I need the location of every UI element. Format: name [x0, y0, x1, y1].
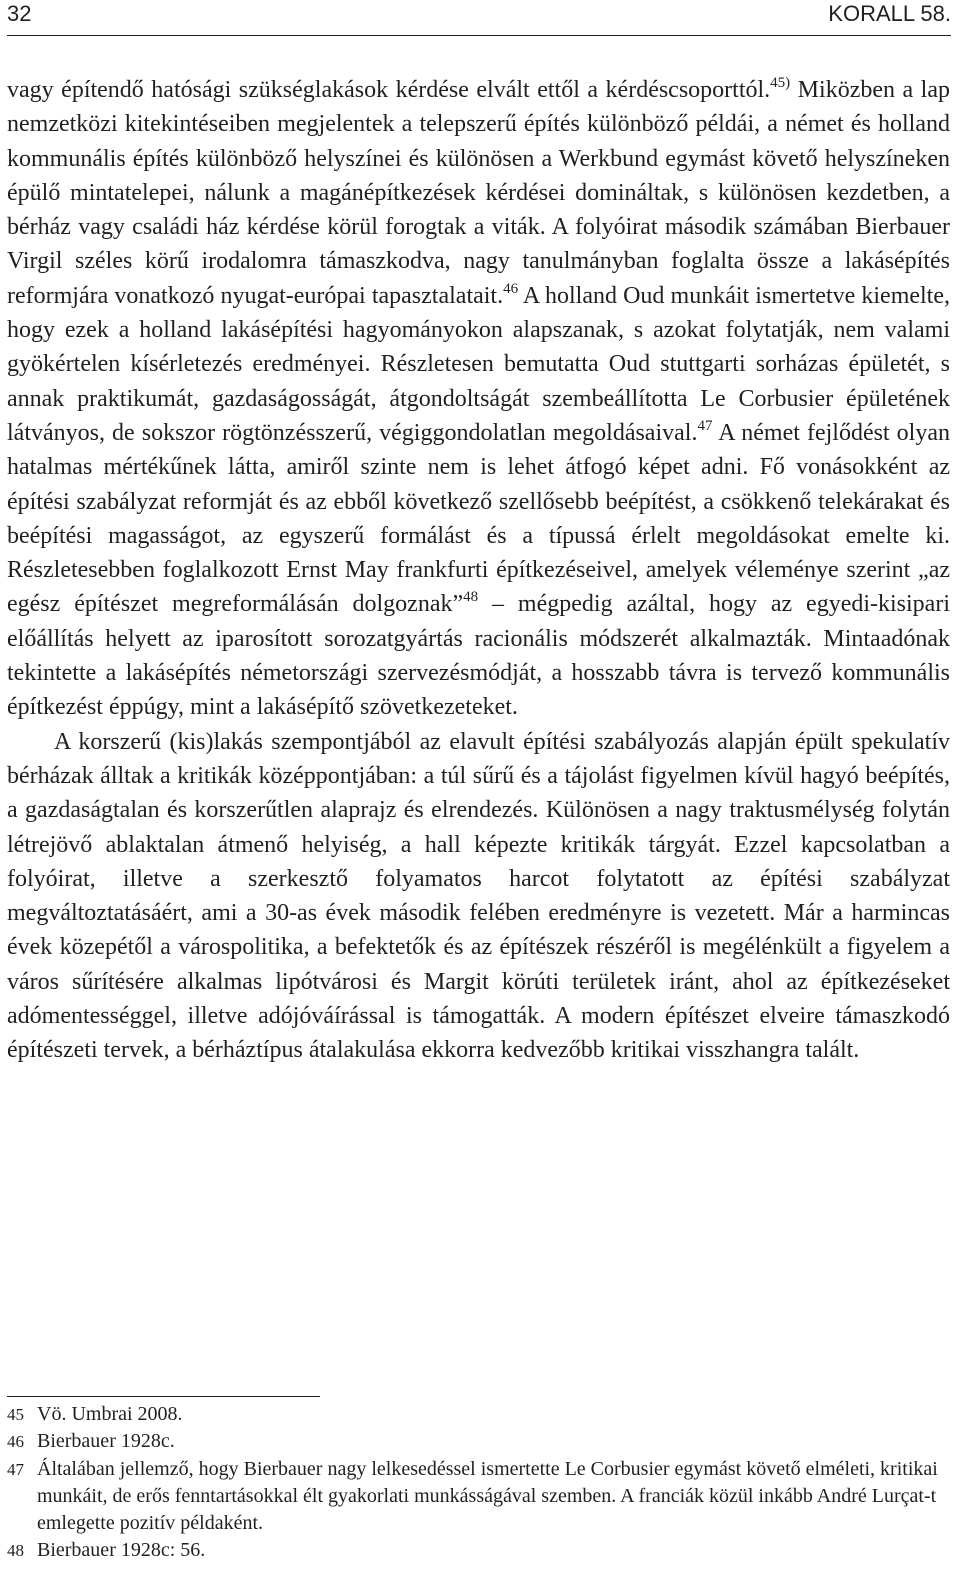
footnote-number: 46 [7, 1432, 24, 1452]
footnote [7, 1428, 950, 1455]
paragraph-text: A német fejlődést olyan hatalmas mértékűnek látta, amiről szinte nem is lehet átfogó képet adni. Fő vonásokként az építési szabályzat reformját és az ebből következő szellősebb beépítést, a csökkenő telekárakat és beépítési magasságot, az egyszerű formálást és a típussá érlelt megoldásokat emelte ki. Részletesebben foglalkozott Ernst May frankfurti építkezéseivel, amelyek véleménye szerint „az egész építészet megreformálásán dolgoznak” [7, 419, 950, 618]
footnote-text: Általában jellemző, hogy Bierbauer nagy lelkesedéssel ismertette Le Corbusier egymást követő elméleti, kritikai munkáit, de erős fenntartásokkal élt gyakorlati munkásságával szemben. A franciák közül inkább André Lurçat-t emlegette pozitív példaként. [37, 1457, 938, 1535]
body-paragraph [7, 725, 950, 1068]
footnote-ref: 48 [463, 589, 479, 606]
paragraph-text: Miközben a lap nemzetközi kitekintéseiben megjelentek a telepszerű építés különböző példái, a német és holland kommunális építés különböző helyszínei és különösen a Werkbund egymást követő helyszíneken épülő mintatelepei, nálunk a magánépítkezések kérdései domináltak, s különösen kezdetben, a bérház vagy családi ház kérdése körül forogtak a viták. A folyóirat második számában Bierbauer Virgil széles körű irodalomra támaszkodva, nagy tanulmányban foglalta össze a lakásépítés reformjára vonatkozó nyugat-európai tapasztalatait. [7, 77, 950, 309]
footnote-ref: 45) [770, 75, 791, 91]
footnote-ref: 46 [503, 280, 519, 297]
footnotes [7, 1401, 950, 1565]
body-text [7, 73, 950, 1068]
footnote-number: 45 [7, 1405, 24, 1424]
paragraph-text: vagy építendő hatósági szükséglakások kérdése elvált ettől a kérdéscsoporttól. [7, 77, 771, 103]
journal-title: KORALL 58. [828, 1, 951, 26]
footnote-number: 48 [7, 1541, 24, 1561]
body-paragraph [7, 73, 950, 725]
footnote-rule [7, 1396, 320, 1397]
header-rule [7, 35, 951, 36]
paragraph-text: – mégpedig azáltal, hogy az egyedi-kisipari előállítás helyett az iparosított sorozatgyártás racionális módszerét alkalmazták. Mintaadónak tekintette a lakásépítés németországi szervezésmódját, a hosszabb távra is tervező kommunális építkezést éppúgy, mint a lakásépítő szövetkezeteket. [7, 591, 950, 721]
running-header [7, 0, 951, 34]
footnote [7, 1401, 950, 1428]
footnote-number: 47 [7, 1459, 24, 1479]
page-number: 32 [7, 1, 32, 26]
paragraph-text: A korszerű (kis)lakás szempontjából az elavult építési szabályozás alapján épült spekulatív bérházak álltak a kritikák középpontjában: a túl sűrű és a tájolást figyelmen kívül hagyó beépítés, a gazdaságtalan és korszerűtlen alaprajz és elrendezés. Különösen a nagy traktusmélység folytán létrejövő ablaktalan átmenő helyiség, a hall képezte kritikák tárgyát. Ezzel kapcsolatban a folyóirat, illetve a szerkesztő folyamatos harcot folytatott az építési szabályzat megváltoztatásáért, ami a 30-as évek második felében eredményre is vezetett. Már a harmincas évek közepétől a várospolitika, a befektetők és az építészek részéről is megélénkült a figyelem a város sűrítésére alkalmas lipótvárosi és Margit körúti területek iránt, ahol az építkezéseket adómentességgel, illetve adójóváírással is támogatták. A modern építészet elveire támaszkodó építészeti tervek, a bérháztípus átalakulása ekkorra kedvezőbb kritikai visszhangra talált. [7, 728, 950, 1064]
footnote [7, 1537, 950, 1564]
footnote [7, 1456, 950, 1538]
footnote-text: Vö. Umbrai 2008. [37, 1403, 183, 1425]
footnote-ref: 47 [697, 417, 713, 434]
paragraph-text: A holland Oud munkáit ismertetve kiemelte, hogy ezek a holland lakásépítési hagyományokon alapszanak, s azokat folytatják, nem valami gyökértelen kísérletezés eredményei. Részletesen bemutatta Oud stuttgarti sorházas épületét, s annak praktikumát, gazdaságosságát, átgondoltságát szembeállította Le Corbusier épületének látványos, de sokszor rögtönzésszerű, végiggondolatlan megoldásaival. [7, 282, 951, 446]
footnote-text: Bierbauer 1928c: 56. [37, 1539, 206, 1562]
footnote-text: Bierbauer 1928c. [37, 1430, 175, 1453]
